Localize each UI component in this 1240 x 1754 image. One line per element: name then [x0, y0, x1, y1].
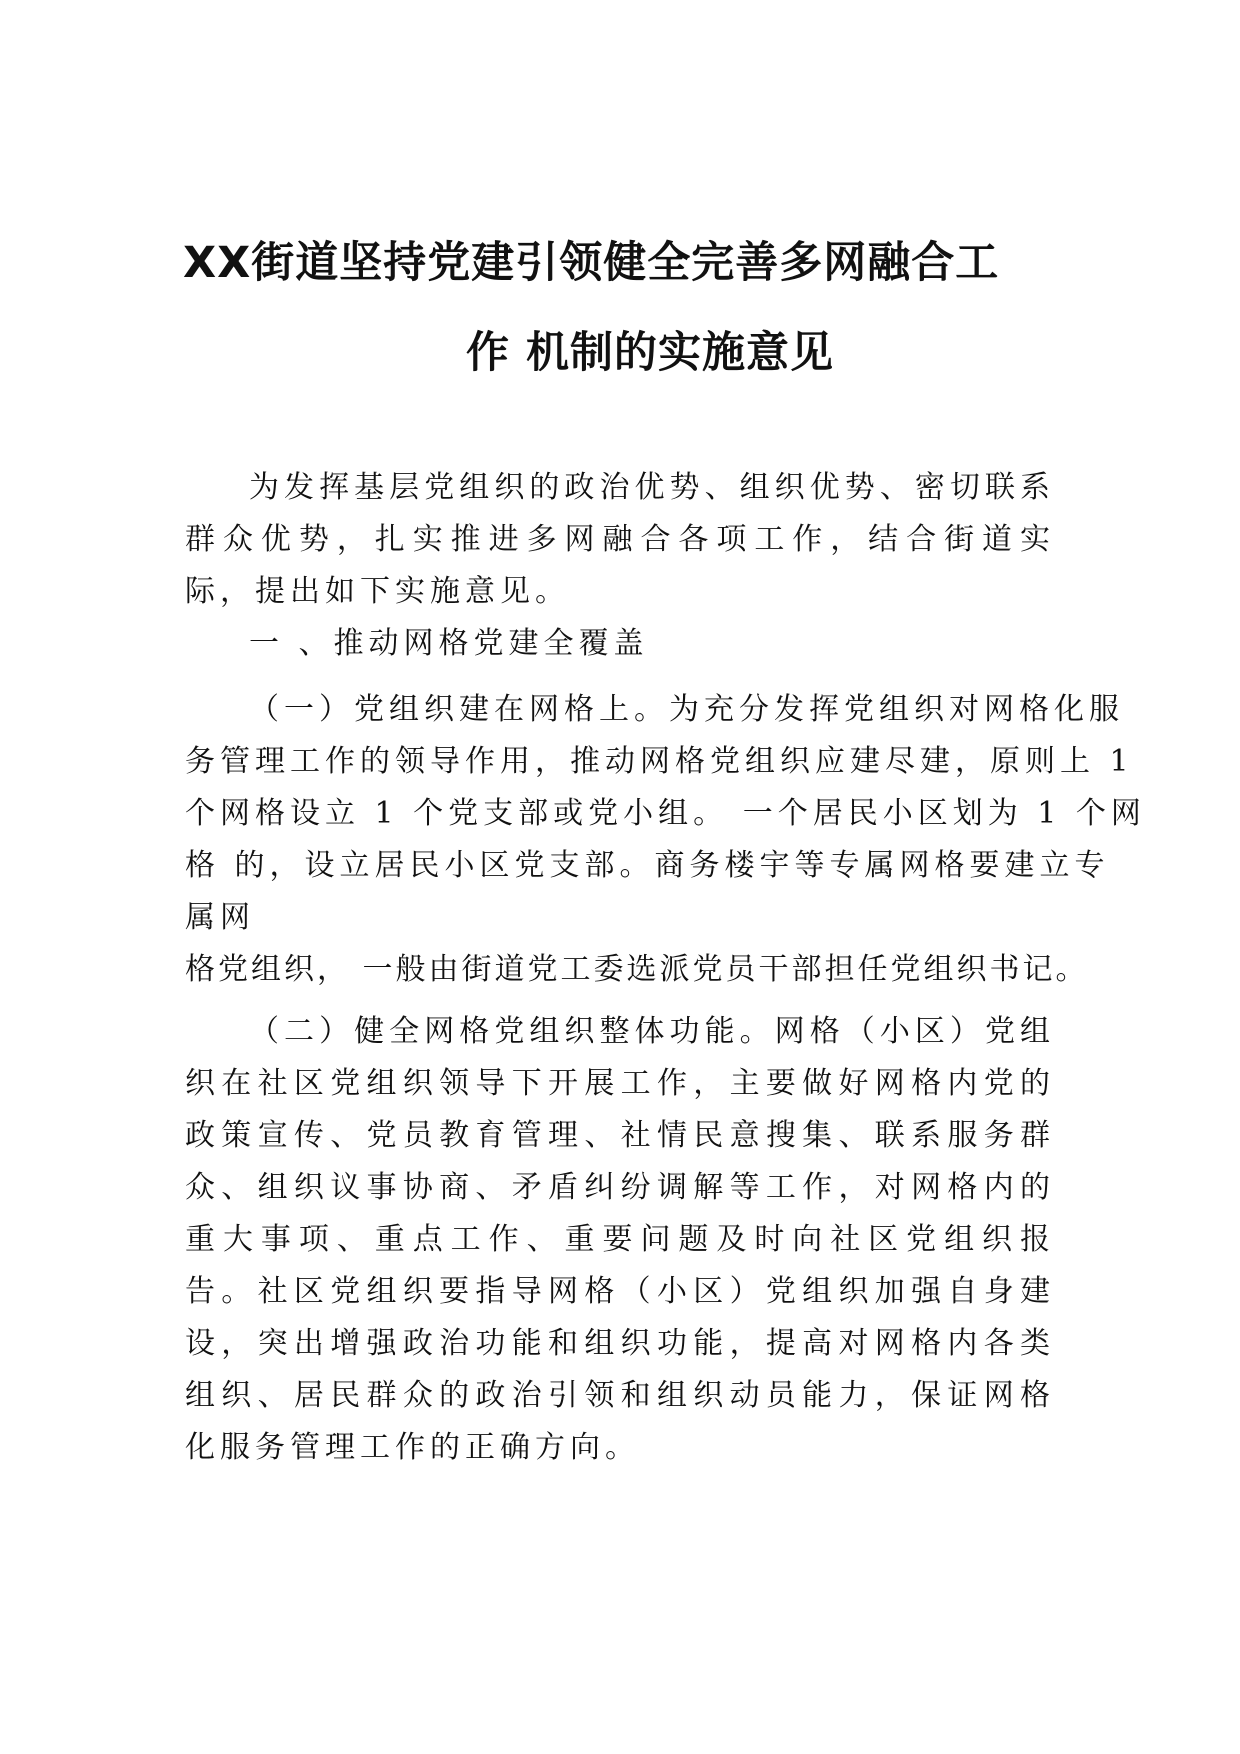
item-1-line: 格党组织， 一般由街道党工委选派党员干部担任党组织书记。: [185, 952, 1089, 987]
item-1-line: 务管理工作的领导作用，推动网格党组织应建尽建，原则上 1: [185, 744, 1134, 779]
intro-paragraph: 为发挥基层党组织的政治优势、组织优势、密切联系群众优势，扎实推进多网融合各项工作，结合街道实际，提出如下实施意见。: [185, 470, 1055, 609]
section-1-heading: 一 、推动网格党建全覆盖: [249, 626, 649, 661]
item-1-line: （一）党组织建在网格上。为充分发挥党组织对网格化服: [249, 692, 1124, 727]
item-1-line: 属网: [185, 900, 255, 935]
item-1-paragraph: [185, 684, 1146, 996]
title-line-1: XX街道坚持党建引领健全完善多网融合工: [183, 238, 1000, 288]
document-body: [185, 462, 1146, 1474]
title-line-2: 作 机制的实施意见: [466, 328, 834, 378]
item-2-paragraph: （二）健全网格党组织整体功能。网格（小区）党组织在社区党组织领导下开展工作，主要做好网格内党的政策宣传、党员教育管理、社情民意搜集、联系服务群众、组织议事协商、矛盾纠纷调解等工作，对网格内的重大事项、重点工作、重要问题及时向社区党组织报告。社区党组织要指导网格（小区）党组织加强自身建设，突出增强政治功能和组织功能，提高对网格内各类组织、居民群众的政治引领和组织动员能力，保证网格化服务管理工作的正确方向。: [185, 1014, 1055, 1465]
document-title: [150, 218, 1090, 398]
item-1-line: 格 的，设立居民小区党支部。商务楼宇等专属网格要建立专: [185, 848, 1110, 883]
item-1-line: 个网格设立 1 个党支部或党小组。 一个居民小区划为 1 个网: [185, 796, 1146, 831]
